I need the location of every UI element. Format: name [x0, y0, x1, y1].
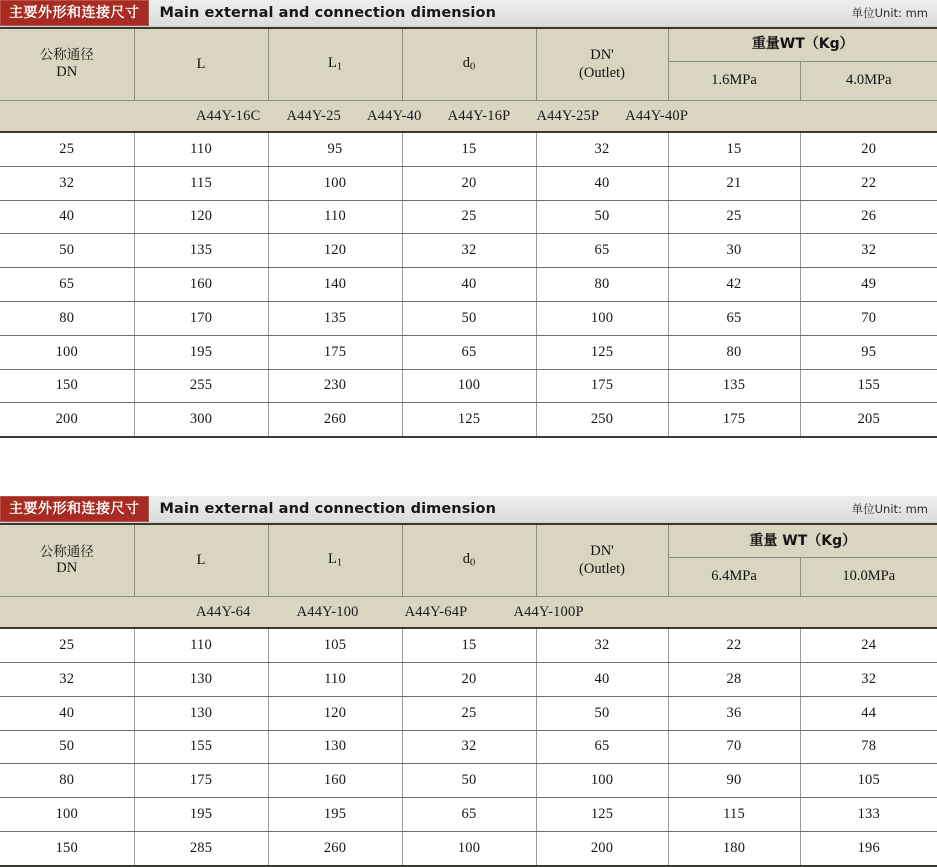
cell-l: 110 — [134, 628, 268, 662]
cell-l: 175 — [134, 764, 268, 798]
cell-weight-b: 155 — [800, 369, 937, 403]
cell-l1: 230 — [268, 369, 402, 403]
cell-dn-outlet: 175 — [536, 369, 668, 403]
cell-l1: 110 — [268, 200, 402, 234]
cell-d0: 50 — [402, 301, 536, 335]
cell-l: 120 — [134, 200, 268, 234]
cell-d0: 40 — [402, 268, 536, 302]
cell-l1: 110 — [268, 662, 402, 696]
banner-badge-cn-1: 主要外形和连接尺寸 — [0, 0, 149, 26]
banner-badge-cn-2: 主要外形和连接尺寸 — [0, 496, 149, 522]
table-row — [0, 831, 937, 865]
cell-l: 195 — [134, 335, 268, 369]
header-dn-outlet-2 — [536, 524, 668, 597]
cell-weight-b: 44 — [800, 696, 937, 730]
header-weight-100mpa-2: 10.0MPa — [800, 558, 937, 597]
model-row-1 — [0, 101, 937, 133]
cell-weight-a: 30 — [668, 234, 800, 268]
cell-weight-a: 21 — [668, 166, 800, 200]
cell-weight-b: 49 — [800, 268, 937, 302]
cell-d0: 15 — [402, 132, 536, 166]
cell-l1: 260 — [268, 831, 402, 865]
spec-table-2 — [0, 523, 937, 867]
cell-weight-a: 175 — [668, 403, 800, 437]
cell-dn-outlet: 100 — [536, 764, 668, 798]
table-row — [0, 132, 937, 166]
cell-weight-a: 70 — [668, 730, 800, 764]
model-item: A44Y-40 — [367, 107, 422, 124]
cell-d0: 15 — [402, 628, 536, 662]
cell-weight-b: 95 — [800, 335, 937, 369]
cell-l1: 130 — [268, 730, 402, 764]
cell-d0: 65 — [402, 335, 536, 369]
table-header-row-2 — [0, 524, 937, 558]
header-l1-sub-1: 1 — [336, 61, 343, 73]
header-d0-base-2: d — [462, 551, 471, 568]
table-row — [0, 730, 937, 764]
cell-weight-b: 26 — [800, 200, 937, 234]
cell-d0: 20 — [402, 166, 536, 200]
model-list-1 — [0, 108, 937, 125]
header-dn-2 — [0, 524, 134, 597]
cell-l1: 260 — [268, 403, 402, 437]
model-item: A44Y-64 — [196, 603, 251, 620]
table-banner-1 — [0, 0, 937, 27]
cell-dn-outlet: 200 — [536, 831, 668, 865]
cell-weight-a: 42 — [668, 268, 800, 302]
cell-dn: 40 — [0, 200, 134, 234]
cell-dn-outlet: 50 — [536, 200, 668, 234]
header-dn-outlet-1 — [536, 28, 668, 101]
header-dn-outlet-line2-1: (Outlet) — [579, 64, 625, 81]
cell-weight-a: 115 — [668, 798, 800, 832]
cell-weight-b: 22 — [800, 166, 937, 200]
cell-dn-outlet: 250 — [536, 403, 668, 437]
cell-weight-a: 180 — [668, 831, 800, 865]
cell-weight-b: 24 — [800, 628, 937, 662]
model-item: A44Y-25P — [536, 107, 600, 124]
cell-dn: 200 — [0, 403, 134, 437]
cell-l: 135 — [134, 234, 268, 268]
cell-dn: 80 — [0, 764, 134, 798]
cell-l1: 105 — [268, 628, 402, 662]
cell-dn: 32 — [0, 166, 134, 200]
cell-d0: 25 — [402, 200, 536, 234]
cell-dn: 25 — [0, 628, 134, 662]
cell-weight-a: 25 — [668, 200, 800, 234]
cell-dn-outlet: 80 — [536, 268, 668, 302]
cell-l: 115 — [134, 166, 268, 200]
cell-d0: 125 — [402, 403, 536, 437]
model-item: A44Y-100 — [296, 603, 359, 620]
cell-l1: 140 — [268, 268, 402, 302]
header-l1-sub-2: 1 — [336, 557, 343, 569]
cell-dn-outlet: 100 — [536, 301, 668, 335]
cell-dn: 100 — [0, 798, 134, 832]
cell-l: 155 — [134, 730, 268, 764]
cell-weight-a: 22 — [668, 628, 800, 662]
cell-l: 195 — [134, 798, 268, 832]
spec-table-1 — [0, 27, 937, 438]
cell-dn: 80 — [0, 301, 134, 335]
cell-d0: 25 — [402, 696, 536, 730]
cell-weight-b: 78 — [800, 730, 937, 764]
cell-weight-b: 32 — [800, 234, 937, 268]
cell-dn-outlet: 32 — [536, 628, 668, 662]
cell-l1: 95 — [268, 132, 402, 166]
cell-l1: 120 — [268, 234, 402, 268]
cell-weight-a: 36 — [668, 696, 800, 730]
cell-weight-a: 28 — [668, 662, 800, 696]
header-dn-outlet-line1-2: DN' — [590, 542, 614, 559]
header-weight-40mpa-1: 4.0MPa — [800, 62, 937, 101]
cell-d0: 32 — [402, 730, 536, 764]
cell-dn: 40 — [0, 696, 134, 730]
cell-l1: 120 — [268, 696, 402, 730]
cell-d0: 100 — [402, 369, 536, 403]
cell-dn: 150 — [0, 831, 134, 865]
cell-l: 130 — [134, 696, 268, 730]
table-row — [0, 335, 937, 369]
cell-l: 110 — [134, 132, 268, 166]
cell-weight-b: 32 — [800, 662, 937, 696]
cell-weight-a: 135 — [668, 369, 800, 403]
model-list-cell-1 — [0, 101, 937, 133]
cell-d0: 32 — [402, 234, 536, 268]
header-dn-outlet-line2-2: (Outlet) — [579, 560, 625, 577]
header-dn-en-1: DN — [56, 63, 78, 80]
header-l1-1 — [268, 28, 402, 101]
cell-l: 300 — [134, 403, 268, 437]
cell-l: 130 — [134, 662, 268, 696]
cell-dn: 32 — [0, 662, 134, 696]
cell-l1: 135 — [268, 301, 402, 335]
cell-dn-outlet: 125 — [536, 798, 668, 832]
table-gap — [0, 438, 937, 496]
cell-l: 170 — [134, 301, 268, 335]
cell-l: 285 — [134, 831, 268, 865]
model-list-2 — [0, 604, 937, 621]
header-dn-1 — [0, 28, 134, 101]
cell-dn: 50 — [0, 234, 134, 268]
table-row — [0, 403, 937, 437]
cell-weight-a: 65 — [668, 301, 800, 335]
cell-l1: 160 — [268, 764, 402, 798]
table-row — [0, 166, 937, 200]
cell-dn: 25 — [0, 132, 134, 166]
header-d0-1 — [402, 28, 536, 101]
header-d0-2 — [402, 524, 536, 597]
cell-dn-outlet: 32 — [536, 132, 668, 166]
cell-dn: 150 — [0, 369, 134, 403]
table-row — [0, 369, 937, 403]
cell-weight-b: 70 — [800, 301, 937, 335]
table-row — [0, 234, 937, 268]
header-d0-base-1: d — [462, 55, 471, 71]
table-row — [0, 200, 937, 234]
cell-weight-b: 205 — [800, 403, 937, 437]
table-row — [0, 764, 937, 798]
cell-weight-b: 20 — [800, 132, 937, 166]
cell-l: 255 — [134, 369, 268, 403]
cell-d0: 20 — [402, 662, 536, 696]
model-item: A44Y-16C — [196, 107, 261, 124]
cell-dn: 100 — [0, 335, 134, 369]
banner-unit-2: 单位Unit: mm — [851, 502, 928, 517]
header-dn-cn-2: 公称通径 — [39, 543, 94, 560]
header-weight-16mpa-1: 1.6MPa — [668, 62, 800, 101]
cell-dn: 50 — [0, 730, 134, 764]
header-dn-en-2: DN — [56, 560, 78, 577]
cell-l: 160 — [134, 268, 268, 302]
table-row — [0, 628, 937, 662]
header-dn-outlet-line1-1: DN' — [590, 46, 614, 63]
model-item: A44Y-40P — [625, 107, 689, 124]
cell-d0: 50 — [402, 764, 536, 798]
table-banner-2 — [0, 496, 937, 523]
header-l1-2 — [268, 524, 402, 597]
model-item: A44Y-25 — [286, 107, 342, 124]
table-row — [0, 662, 937, 696]
cell-weight-a: 90 — [668, 764, 800, 798]
header-dn-cn-1: 公称通径 — [39, 47, 94, 64]
cell-dn-outlet: 50 — [536, 696, 668, 730]
cell-dn-outlet: 40 — [536, 662, 668, 696]
header-l1-base-2: L — [327, 551, 337, 568]
header-weight-group-2: 重量 WT（Kg） — [668, 524, 937, 558]
cell-dn-outlet: 65 — [536, 730, 668, 764]
cell-weight-a: 15 — [668, 132, 800, 166]
cell-d0: 100 — [402, 831, 536, 865]
cell-l1: 175 — [268, 335, 402, 369]
table-row — [0, 301, 937, 335]
cell-dn-outlet: 65 — [536, 234, 668, 268]
header-l-2: L — [134, 524, 268, 597]
cell-weight-b: 133 — [800, 798, 937, 832]
table-header-row-1 — [0, 28, 937, 62]
banner-unit-1: 单位Unit: mm — [851, 6, 928, 20]
model-item: A44Y-64P — [404, 603, 468, 620]
cell-weight-b: 105 — [800, 764, 937, 798]
cell-dn: 65 — [0, 268, 134, 302]
header-d0-sub-2: 0 — [470, 557, 476, 569]
header-weight-64mpa-2: 6.4MPa — [668, 558, 800, 597]
cell-d0: 65 — [402, 798, 536, 832]
cell-l1: 100 — [268, 166, 402, 200]
header-l-1: L — [134, 28, 268, 101]
model-list-cell-2 — [0, 597, 937, 629]
header-l1-base-1: L — [327, 55, 337, 71]
banner-title-en-1: Main external and connection dimension — [159, 5, 496, 21]
model-item: A44Y-100P — [513, 603, 584, 620]
cell-l1: 195 — [268, 798, 402, 832]
model-item: A44Y-16P — [447, 107, 511, 124]
cell-weight-b: 196 — [800, 831, 937, 865]
cell-weight-a: 80 — [668, 335, 800, 369]
cell-dn-outlet: 125 — [536, 335, 668, 369]
table-row — [0, 268, 937, 302]
header-weight-group-1: 重量WT（Kg） — [668, 28, 937, 62]
table-row — [0, 696, 937, 730]
model-row-2 — [0, 597, 937, 629]
table-row — [0, 798, 937, 832]
header-d0-sub-1: 0 — [470, 61, 476, 73]
banner-title-en-2: Main external and connection dimension — [159, 501, 496, 518]
cell-dn-outlet: 40 — [536, 166, 668, 200]
